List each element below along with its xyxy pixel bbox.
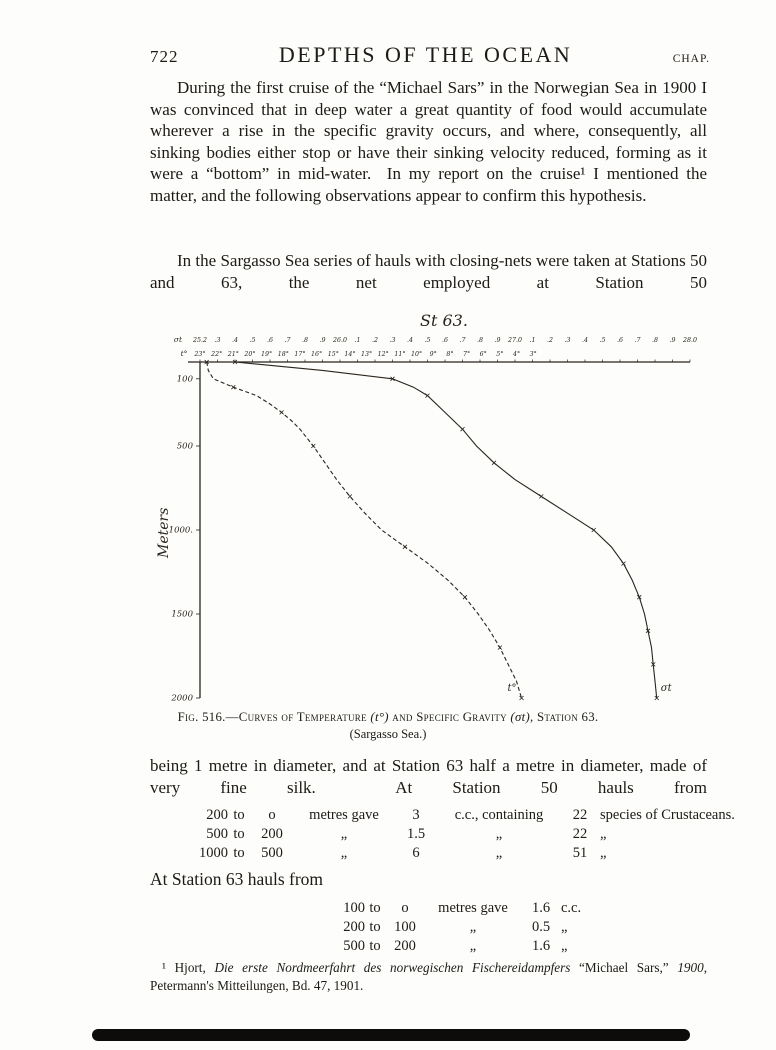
svg-text:.5: .5 (599, 337, 606, 344)
haul-to: o (268, 807, 276, 823)
station63-hauls-table (333, 899, 605, 956)
haul-from: 1000 (199, 845, 228, 861)
temp-axis-label: t° (180, 349, 188, 358)
haul-containing: c.c., containing (454, 807, 544, 823)
svg-text:.4: .4 (406, 337, 414, 344)
ditto-mark: „ (561, 919, 568, 935)
haul-volume: 0.5 (531, 919, 551, 935)
svg-text:21°: 21° (227, 351, 239, 358)
footnote-journal: , Petermann's Mitteilungen, Bd. 47, 1901. (150, 960, 707, 993)
svg-text:.4: .4 (581, 337, 589, 344)
svg-text:2000: 2000 (171, 693, 193, 704)
ditto-mark: „ (600, 826, 607, 842)
svg-text:28.0: 28.0 (682, 337, 698, 344)
haul-gave: metres gave (438, 900, 508, 916)
svg-text:.1: .1 (354, 337, 361, 344)
figure-caption (110, 710, 666, 725)
table-row (333, 918, 605, 937)
footnote-year: 1900 (677, 960, 704, 975)
ditto-mark: „ (561, 938, 568, 954)
svg-text:100: 100 (176, 374, 193, 385)
scan-artifact-bar (92, 1029, 690, 1041)
footnote-marker-author: ¹ Hjort, (162, 960, 215, 975)
haul-to-word: to (369, 938, 381, 954)
haul-to: o (401, 900, 409, 916)
temperature-gravity-chart (148, 310, 708, 710)
data-marker (592, 528, 596, 532)
y-axis-title: Meters (156, 507, 172, 558)
footnote (150, 959, 707, 994)
svg-text:500: 500 (176, 441, 193, 452)
running-head (150, 42, 710, 68)
svg-text:.9: .9 (319, 337, 326, 344)
svg-text:3°: 3° (529, 351, 537, 358)
haul-volume: 6 (412, 845, 420, 861)
data-marker (539, 494, 543, 498)
svg-text:.8: .8 (476, 337, 484, 344)
chart-title: St 63. (420, 311, 468, 330)
haul-from: 500 (206, 826, 228, 842)
data-marker (311, 444, 315, 448)
haul-from: 500 (343, 938, 365, 954)
svg-text:.6: .6 (616, 337, 624, 344)
svg-text:.2: .2 (546, 337, 554, 344)
svg-text:.1: .1 (529, 337, 536, 344)
haul-volume: 3 (412, 807, 420, 823)
svg-text:10°: 10° (410, 351, 423, 358)
caption-pre: Fig. 516.—Curves of Temperature (177, 710, 371, 724)
table-row (333, 937, 605, 956)
svg-text:15°: 15° (327, 351, 339, 358)
haul-from: 200 (206, 807, 228, 823)
haul-from: 200 (343, 919, 365, 935)
data-marker (498, 646, 502, 650)
svg-text:.3: .3 (389, 337, 396, 344)
ditto-mark: „ (600, 845, 607, 861)
chapter-label: CHAP. (672, 53, 710, 65)
ditto-mark: „ (340, 826, 348, 842)
haul-to: 100 (394, 919, 416, 935)
haul-species-count: 22 (572, 826, 588, 842)
sigma-axis-label: σt (173, 335, 183, 344)
svg-text:18°: 18° (277, 351, 289, 358)
svg-text:.7: .7 (634, 337, 641, 344)
table-row (190, 806, 735, 825)
running-title: DEPTHS OF THE OCEAN (278, 42, 573, 67)
haul-to: 500 (261, 845, 283, 861)
paragraph-net-diameter: being 1 metre in diameter, and at Station 63 half a metre in diameter, made of very fine silk. At Station 50 hauls from (150, 756, 707, 797)
figure-caption-subtitle: (Sargasso Sea.) (349, 727, 427, 741)
svg-text:26.0: 26.0 (332, 337, 348, 344)
haul-species: species of Crustaceans. (600, 807, 735, 823)
haul-to: 200 (261, 826, 283, 842)
svg-text:.4: .4 (231, 337, 239, 344)
caption-mid: and Specific Gravity (388, 710, 511, 724)
svg-text:27.0: 27.0 (507, 337, 523, 344)
svg-text:.7: .7 (284, 337, 291, 344)
svg-text:23°: 23° (194, 351, 206, 358)
paragraph-michael-sars: During the first cruise of the “Michael Sars” in the Norwegian Sea in 1900 I was convinced that in deep water a great quantity of food would accumulate wherever a rise in the specific gravity occurs, and where, consequently, all sinking bodies either stop or have their sinking velocity reduced, forming as it were a “bottom” in mid-water. In my report on the cruise¹ I mentioned the matter, and the following observations appear to confirm this hypothesis. (150, 78, 707, 205)
svg-text:12°: 12° (377, 351, 389, 358)
svg-text:5°: 5° (496, 351, 504, 358)
ditto-mark: „ (495, 845, 503, 861)
svg-text:.9: .9 (669, 337, 676, 344)
svg-text:17°: 17° (294, 351, 306, 358)
haul-gave: metres gave (309, 807, 379, 823)
table-row (190, 825, 735, 844)
svg-text:11°: 11° (394, 351, 406, 358)
data-marker (280, 410, 284, 414)
haul-species-count: 51 (572, 845, 588, 861)
svg-text:.5: .5 (249, 337, 256, 344)
caption-post: , Station 63. (530, 710, 599, 724)
haul-to: 200 (394, 938, 416, 954)
data-marker (463, 595, 467, 599)
table-row (190, 844, 735, 863)
svg-text:14°: 14° (344, 351, 356, 358)
haul-to-word: to (233, 826, 245, 842)
svg-text:19°: 19° (261, 351, 273, 358)
svg-text:.8: .8 (651, 337, 659, 344)
table-row (333, 899, 605, 918)
svg-text:20°: 20° (244, 351, 256, 358)
svg-text:.8: .8 (301, 337, 309, 344)
chart-axes (188, 362, 690, 698)
data-marker (622, 562, 626, 566)
svg-text:1500: 1500 (171, 609, 193, 620)
station50-hauls-table (190, 806, 735, 863)
haul-volume: 1.5 (406, 826, 426, 842)
svg-text:.3: .3 (214, 337, 221, 344)
station63-heading: At Station 63 hauls from (150, 869, 324, 889)
footnote-work-title: Die erste Nordmeerfahrt des norwegischen Fischereidampfers (214, 960, 571, 975)
svg-text:4°: 4° (512, 351, 521, 358)
svg-text:.2: .2 (371, 337, 379, 344)
haul-to-word: to (369, 919, 381, 935)
svg-text:1000.: 1000. (168, 525, 193, 536)
ditto-mark: „ (340, 845, 348, 861)
ditto-mark: „ (469, 938, 477, 954)
haul-volume: 1.6 (531, 938, 551, 954)
svg-text:.9: .9 (494, 337, 501, 344)
svg-text:13°: 13° (361, 351, 373, 358)
data-marker (492, 461, 496, 465)
svg-text:22°: 22° (211, 351, 223, 358)
caption-temp-symbol: (t°) (370, 710, 389, 724)
data-marker (348, 494, 352, 498)
caption-sigma-symbol: (σt) (510, 710, 531, 724)
haul-from: 100 (343, 900, 365, 916)
svg-text:9°: 9° (429, 351, 437, 358)
haul-to-word: to (233, 845, 245, 861)
svg-text:.3: .3 (564, 337, 571, 344)
ditto-mark: „ (495, 826, 503, 842)
paragraph-sargasso-hauls: In the Sargasso Sea series of hauls with closing-nets were taken at Stations 50 and 63, the net employed at Station 50 (150, 251, 707, 292)
svg-text:.7: .7 (459, 337, 466, 344)
haul-unit: c.c. (561, 900, 582, 916)
data-marker (426, 394, 430, 398)
haul-species-count: 22 (572, 807, 588, 823)
haul-to-word: to (369, 900, 381, 916)
svg-text:6°: 6° (479, 351, 487, 358)
svg-text:8°: 8° (446, 351, 454, 358)
haul-volume: 1.6 (531, 900, 551, 916)
ditto-mark: „ (469, 919, 477, 935)
svg-text:.6: .6 (266, 337, 274, 344)
haul-to-word: to (233, 807, 245, 823)
curve-label-sigma: σt (660, 683, 672, 694)
data-marker (461, 427, 465, 431)
svg-text:16°: 16° (311, 351, 323, 358)
svg-text:.6: .6 (441, 337, 449, 344)
svg-text:7°: 7° (462, 351, 471, 358)
curve-label-temp: t° (507, 683, 517, 694)
curve-temp (207, 362, 522, 698)
svg-text:.5: .5 (424, 337, 431, 344)
footnote-ship: “Michael Sars,” (570, 960, 678, 975)
svg-text:25.2: 25.2 (192, 337, 208, 344)
data-marker (403, 545, 407, 549)
page-number: 722 (150, 47, 179, 66)
